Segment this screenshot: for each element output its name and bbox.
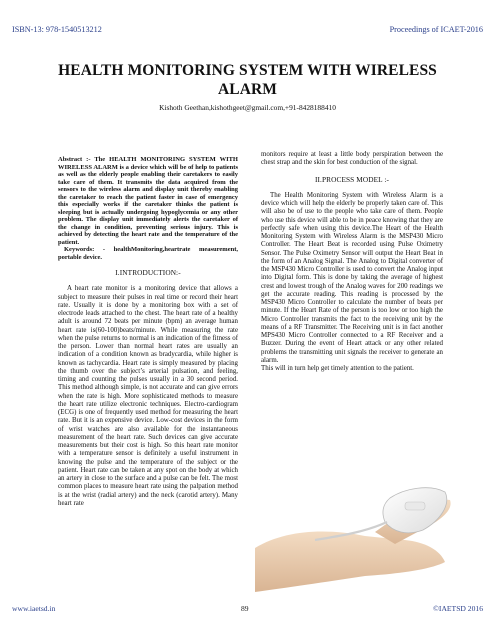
page-number: 89 xyxy=(241,604,249,613)
proceedings-label: Proceedings of ICAET-2016 xyxy=(389,25,483,34)
copyright-label: ©IAETSD 2016 xyxy=(433,604,483,613)
paper-title: HEALTH MONITORING SYSTEM WITH WIRELESS ALARM xyxy=(58,62,437,98)
author-line: Kishoth Geethan,kishothgeet@gmail.com,+91-8428188410 xyxy=(159,103,336,112)
website-link[interactable]: www.iaetsd.in xyxy=(12,604,56,613)
pulse-oximeter-photo xyxy=(255,470,455,600)
introduction-heading: I.INTRODUCTION:- xyxy=(115,268,181,277)
abstract-block xyxy=(58,156,238,261)
header-band xyxy=(0,0,495,40)
introduction-text: A heart rate monitor is a monitoring device that allows a subject to measure their pulses in real time or record their heart rate. Usually it is done by a monitoring box with a set of electrode leads attached to the chest. The heart rate of a healthy adult is around 72 beats per minute (bpm) an average human heart rate is(60-100)beats/minute. While measuring the rate when the pulse returns to normal is an indication of the fitness of the person. Lower than normal heart rates are usually an indication of a condition known as bradycardia, while higher is known as tachycardia. Heart rate is simply measured by placing the thumb over the subject’s arterial pulsation, and feeling, timing and counting the pulses usually in a 30 second period. This method although simple, is not accurate and can give errors when the rate is high. More sophisticated methods to measure the heart rate utilize electronic techniques. Electro-cardiogram (ECG) is one of frequently used method for measuring the heart rate. But it is an expensive device. Low-cost devices in the form of wrist watches are also available for the instantaneous measurement of the heart rate. Such devices can give accurate measurements but their cost is high. So this heart rate monitor with a temperature sensor is definitely a useful instrument in knowing the pulse and the temperature of the subject or the patient. Heart rate can be taken at any spot on the body at which an artery in close to the surface and a pulse can be felt. The most common places to measure heart rate using the palpation method is at the wrist (radial artery) and the neck (carotid artery). Many heart rate xyxy=(58,285,238,507)
keywords-line: Keywords: - healthMonitoring,heartrate measurement, portable device. xyxy=(58,246,238,261)
isbn-label: ISBN-13: 978-1540513212 xyxy=(12,25,102,34)
abstract-text: Abstract :- The HEALTH MONITORING SYSTEM WITH WIRELESS ALARM is a device which will be of help to patients as well as the elderly people enabling their caretakers to easily take care of them. It transmits the data acquired from the sensors to the wireless alarm and display unit thereby enabling the caretaker to reach the patient faster in case of emergency this especially works if the caretaker thinks the patient is sleeping but is actually undergoing hypoglycemia or any other problem. The display unit immediately alerts the caretaker of the change in condition, preventing serious injury. This is achieved by detecting the heart rate and the temperature of the patient. xyxy=(58,156,238,246)
process-model-text: The Health Monitoring System with Wireless Alarm is a device which will help the elderly be properly taken care of. This will also be of use to the people who take care of them. People who use this device will able to be in peace knowing that they are perfectly safe when using this device.The Heart of the Health Monitoring System with Wireless Alarm is the MSP430 Micro Controller. The Heart Beat is recorded using Pulse Oximetry Sensor. The Pulse Oximetry Sensor will output the Heart Beat in the form of an Analog Signal. The Analog to Digital converter of the MSP430 Micro Controller is used to convert the Analog input into Digital form. This is done by taking the average of highest crest and lowest trough of the Analog waves for 200 readings we get the accurate reading. This reading is processed by the MSP430 Micro Controller to calculate the number of beats per minute. If the Heart Rate of the person is too low or too high the Micro Controller transmits the fact to the receiving unit by the means of a RF Transmitter. The Receiving unit is in fact another MPS430 Micro Controller connected to a RF Receiver and a Buzzer. During the event of Heart attack or any other related problems the transmitting unit signals the receiver to generate an alarm. xyxy=(261,191,443,364)
intro-continuation: monitors require at least a little body perspiration between the chest strap and the skin for best conduction of the signal. xyxy=(261,151,443,167)
process-model-closing: This will in turn help get timely attention to the patient. xyxy=(261,365,414,372)
left-column xyxy=(58,156,238,508)
process-model-heading: II.PROCESS MODEL :- xyxy=(315,174,389,184)
right-column xyxy=(261,151,443,373)
